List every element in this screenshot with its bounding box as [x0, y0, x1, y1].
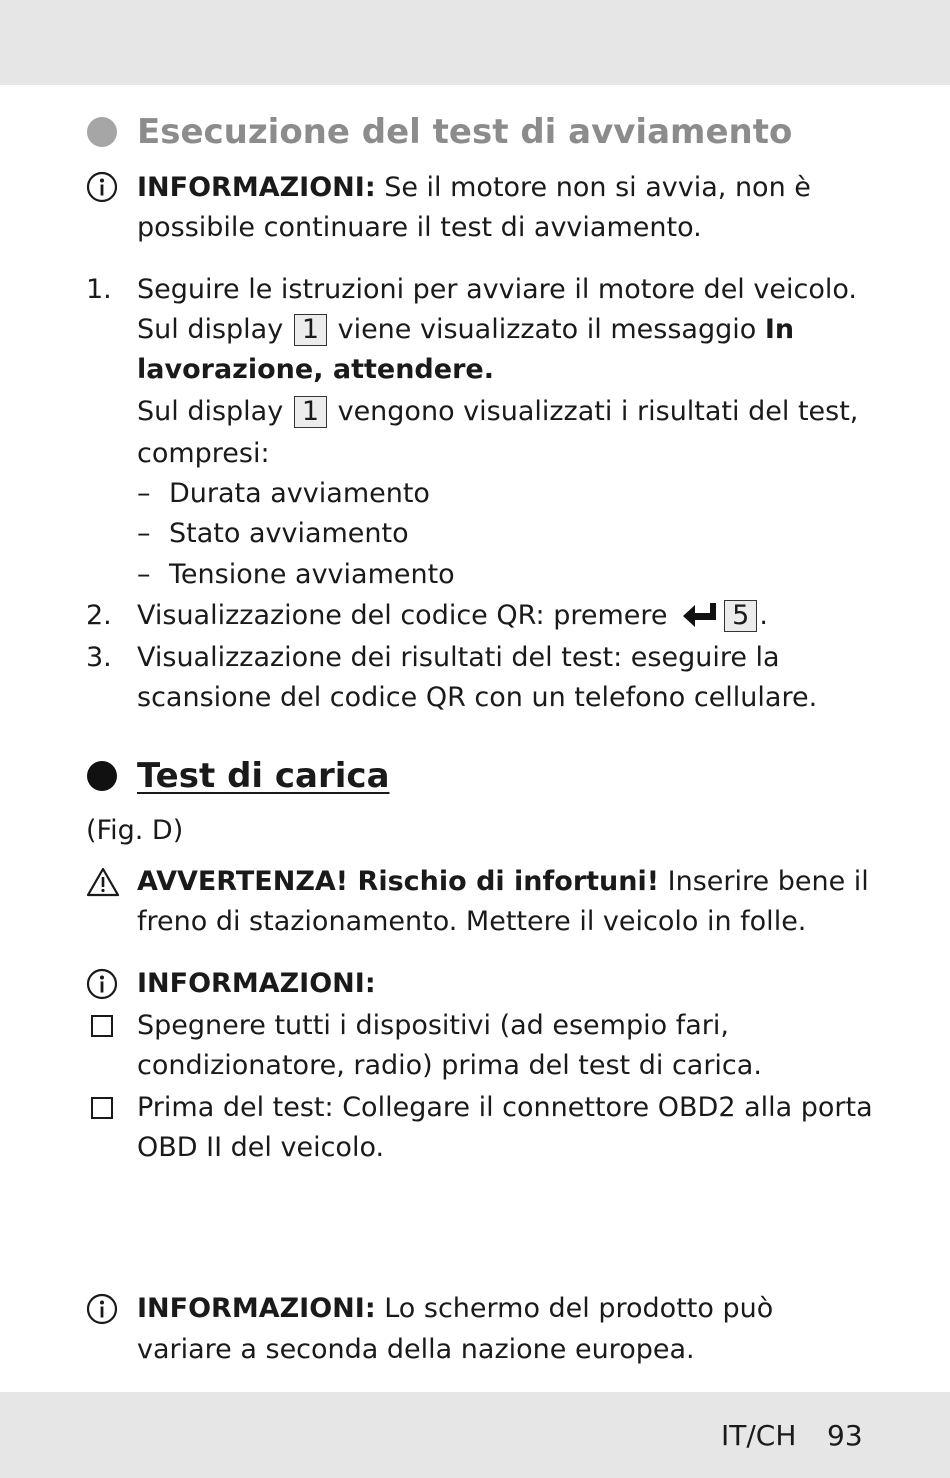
info-circle-icon	[86, 171, 118, 203]
step-text: Sul display	[137, 396, 284, 427]
display-ref-box: 1	[294, 314, 327, 346]
figure-reference: (Fig. D)	[86, 815, 184, 846]
info-circle-icon	[86, 1293, 118, 1325]
page-number: 93	[827, 1419, 863, 1452]
section-heading-startup-test: Esecuzione del test di avviamento	[137, 112, 793, 152]
warning-line-1	[137, 864, 869, 900]
checkbox-icon	[91, 1015, 113, 1037]
step-text: Visualizzazione del codice QR: premere	[137, 600, 668, 631]
warning-label: AVVERTENZA! Rischio di infortuni!	[137, 866, 660, 897]
bottom-info-line-1	[137, 1291, 773, 1327]
key-ref-box: 5	[724, 600, 757, 632]
enter-arrow-icon	[680, 600, 720, 630]
bullet-item: Durata avviamento	[169, 478, 430, 509]
info-label: INFORMAZIONI:	[137, 172, 376, 203]
step-number: 2.	[86, 600, 112, 631]
bullet-item: Stato avviamento	[169, 518, 409, 549]
checklist-item-2-line-2: OBD II del veicolo.	[137, 1132, 385, 1163]
top-band	[0, 0, 950, 85]
step-text: viene visualizzato il messaggio	[337, 314, 765, 345]
info-label: INFORMAZIONI:	[137, 968, 376, 999]
dash-bullet: –	[137, 478, 151, 509]
info-circle-icon	[86, 968, 118, 1000]
dash-bullet: –	[137, 518, 151, 549]
step-3-line-2: scansione del codice QR con un telefono cellulare.	[137, 682, 818, 713]
step-text: vengono visualizzati i risultati del test,	[337, 396, 859, 427]
section-bullet-dot-icon	[87, 761, 117, 791]
checklist-item-1-line-2: condizionatore, radio) prima del test di carica.	[137, 1050, 762, 1081]
step-1-line-4	[137, 394, 858, 430]
step-number: 1.	[86, 274, 112, 305]
dash-bullet: –	[137, 559, 151, 590]
warning-text: Inserire bene il	[659, 866, 869, 897]
step-text: Sul display	[137, 314, 284, 345]
info-line-2: possibile continuare il test di avviamento.	[137, 212, 702, 243]
info-text: Lo schermo del prodotto può	[375, 1293, 774, 1324]
checklist-item-2-line-1: Prima del test: Collegare il connettore OBD2 alla porta	[137, 1092, 873, 1123]
info-label: INFORMAZIONI:	[137, 1293, 376, 1324]
step-1-message: lavorazione, attendere.	[137, 354, 494, 385]
step-1-line-2	[137, 312, 794, 348]
message-bold: In	[764, 314, 795, 345]
checkbox-icon	[91, 1097, 113, 1119]
warning-line-2: freno di stazionamento. Mettere il veicolo in folle.	[137, 906, 807, 937]
info-line-1	[137, 170, 811, 206]
display-ref-box: 1	[294, 396, 327, 428]
bottom-info-line-2: variare a seconda della nazione europea.	[137, 1334, 695, 1365]
step-1-line-1: Seguire le istruzioni per avviare il motore del veicolo.	[137, 274, 857, 305]
info-text-1: Se il motore non si avvia, non è	[375, 172, 811, 203]
step-2-line	[137, 598, 768, 634]
checklist-item-1-line-1: Spegnere tutti i dispositivi (ad esempio fari,	[137, 1010, 729, 1041]
bottom-band	[0, 1392, 950, 1478]
step-3-line-1: Visualizzazione dei risultati del test: eseguire la	[137, 642, 780, 673]
step-number: 3.	[86, 642, 112, 673]
step-1-line-5: compresi:	[137, 438, 270, 469]
bullet-item: Tensione avviamento	[169, 559, 455, 590]
section-heading-charge-test: Test di carica	[137, 756, 390, 796]
step-text: .	[759, 600, 768, 631]
warning-triangle-icon	[85, 866, 121, 898]
footer-locale: IT/CH	[721, 1419, 797, 1452]
section-bullet-dot-icon	[87, 117, 117, 147]
